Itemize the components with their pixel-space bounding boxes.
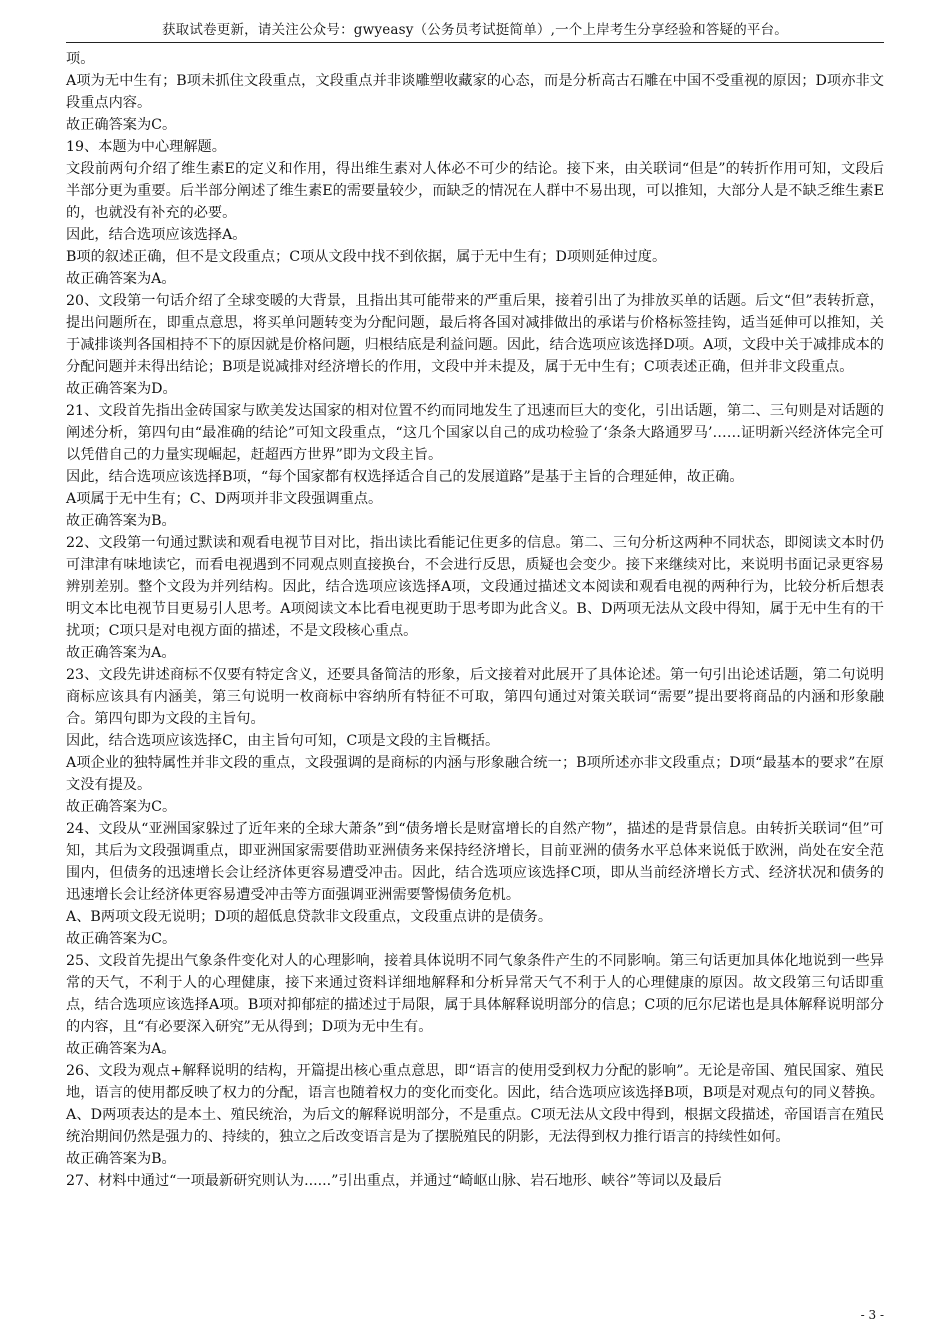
page-header: 获取试卷更新，请关注公众号：gwyeasy（公务员考试挺简单）,一个上岸考生分享经验和答疑的平台。 (161, 22, 788, 38)
page-number: - 3 - (860, 1308, 884, 1322)
paragraph: 故正确答案为A。 (66, 271, 176, 287)
paragraph: 26、文段为观点+解释说明的结构，开篇提出核心重点意思，即“语言的使用受到权力分配的影响”。无论是帝国、殖民国家、殖民地，语言的使用都反映了权力的分配，语言也随着权力的变化而变化。因此，结合选项应该选择B项，B项是对观点句的同义替换。A、D两项表达的是本土、殖民统治，为后文的解释说明部分，不是重点。C项无法从文段中得到，根据文段描述，帝国语言在殖民统治期间仍然是强力的、持续的，独立之后改变语言是为了摆脱殖民的阴影，无法得到权力推行语言的持续性如何。 (66, 1063, 884, 1145)
paragraph: 项。 (66, 51, 95, 67)
paragraph: 23、文段先讲述商标不仅要有特定含义，还要具备简洁的形象，后文接着对此展开了具体论述。第一句引出论述话题，第二句说明商标应该具有内涵美，第三句说明一枚商标中容纳所有特征不可取，第四句通过对策关联词“需要”提出要将商品的内涵和形象融合。第四句即为文段的主旨句。 (66, 667, 884, 727)
paragraph: 故正确答案为C。 (66, 117, 177, 133)
paragraph: A项属于无中生有；C、D两项并非文段强调重点。 (66, 491, 383, 507)
paragraph: 因此，结合选项应该选择A。 (66, 227, 247, 243)
paragraph: 文段前两句介绍了维生素E的定义和作用，得出维生素对人体必不可少的结论。接下来，由关联词“但是”的转折作用可知，文段后半部分更为重要。后半部分阐述了维生素E的需要量较少，而缺乏的情况在人群中不易出现，可以推知，大部分人是不缺乏维生素E的，也就没有补充的必要。 (66, 161, 884, 221)
paragraph: 故正确答案为A。 (66, 1041, 176, 1057)
paragraph: 故正确答案为D。 (66, 381, 177, 397)
paragraph: 19、本题为中心理解题。 (66, 139, 226, 155)
paragraph: 故正确答案为A。 (66, 645, 176, 661)
paragraph: 21、文段首先指出金砖国家与欧美发达国家的相对位置不约而同地发生了迅速而巨大的变化，引出话题，第二、三句则是对话题的阐述分析，第四句由“最准确的结论”可知文段重点，“这几个国家以自己的成功检验了‘条条大路通罗马’……证明新兴经济体完全可以凭借自己的力量实现崛起，赶超西方世界”即为文段主旨。 (66, 403, 884, 463)
paragraph: 27、材料中通过“一项最新研究则认为......”引出重点，并通过“崎岖山脉、岩石地形、峡谷”等词以及最后 (66, 1173, 722, 1189)
header-divider (66, 42, 884, 43)
document-body (66, 48, 884, 1192)
paragraph: A项企业的独特属性并非文段的重点，文段强调的是商标的内涵与形象融合统一；B项所述亦非文段重点；D项“最基本的要求”在原文没有提及。 (66, 755, 884, 793)
paragraph: A项为无中生有；B项未抓住文段重点，文段重点并非谈雕塑收藏家的心态，而是分析高古石雕在中国不受重视的原因；D项亦非文段重点内容。 (66, 73, 884, 111)
paragraph: 24、文段从“亚洲国家躲过了近年来的全球大萧条”到“债务增长是财富增长的自然产物”，描述的是背景信息。由转折关联词“但”可知，其后为文段强调重点，即亚洲国家需要借助亚洲债务来保持经济增长，目前亚洲的债务水平总体来说低于欧洲，尚处在安全范围内，但债务的迅速增长会让经济体更容易遭受冲击。因此，结合选项应该选择C项，即从当前经济增长方式、经济状况和债务的迅速增长会让经济体更容易遭受冲击等方面强调亚洲需要警惕债务危机。 (66, 821, 884, 903)
paragraph: 25、文段首先提出气象条件变化对人的心理影响，接着具体说明不同气象条件产生的不同影响。第三句话更加具体化地说到一些异常的天气，不利于人的心理健康，接下来通过资料详细地解释和分析异常天气不利于人的心理健康的原因。故文段第三句话即重点，结合选项应该选择A项。B项对抑郁症的描述过于局限，属于具体解释说明部分的信息；C项的厄尔尼诺也是具体解释说明部分的内容，且“有必要深入研究”无从得到；D项为无中生有。 (66, 953, 884, 1035)
paragraph: 因此，结合选项应该选择C，由主旨句可知，C项是文段的主旨概括。 (66, 733, 500, 749)
paragraph: 故正确答案为B。 (66, 513, 176, 529)
paragraph: 22、文段第一句通过默读和观看电视节目对比，指出读比看能记住更多的信息。第二、三句分析这两种不同状态，即阅读文本时仍可津津有味地读它，而看电视遇到不同观点则直接换台，不会进行反思，质疑也会变少。接下来继续对比，来说明书面记录更容易辨别差别。整个文段为并列结构。因此，结合选项应该选择A项，文段通过描述文本阅读和观看电视的两种行为，比较分析后想表明文本比电视节目更易引人思考。A项阅读文本比看电视更助于思考即为此含义。B、D两项无法从文段中得知，属于无中生有的干扰项；C项只是对电视方面的描述，不是文段核心重点。 (66, 535, 884, 639)
paragraph: 故正确答案为B。 (66, 1151, 176, 1167)
paragraph: B项的叙述正确，但不是文段重点；C项从文段中找不到依据，属于无中生有；D项则延伸过度。 (66, 249, 667, 265)
paragraph: A、B两项文段无说明；D项的超低息贷款非文段重点，文段重点讲的是债务。 (66, 909, 553, 925)
paragraph: 因此，结合选项应该选择B项，“每个国家都有权选择适合自己的发展道路”是基于主旨的合理延伸，故正确。 (66, 469, 744, 485)
paragraph: 20、文段第一句话介绍了全球变暖的大背景，且指出其可能带来的严重后果，接着引出了为排放买单的话题。后文“但”表转折意，提出问题所在，即重点意思，将买单问题转变为分配问题，最后将各国对减排做出的承诺与价格标签挂钩，适当延伸可以推知，关于减排谈判各国相持不下的原因就是价格问题，归根结底是利益问题。因此，结合选项应该选择D项。A项，文段中关于减排成本的分配问题并未得出结论；B项是说减排对经济增长的作用，文段中并未提及，属于无中生有；C项表述正确，但并非文段重点。 (66, 293, 884, 375)
paragraph: 故正确答案为C。 (66, 931, 177, 947)
paragraph: 故正确答案为C。 (66, 799, 177, 815)
